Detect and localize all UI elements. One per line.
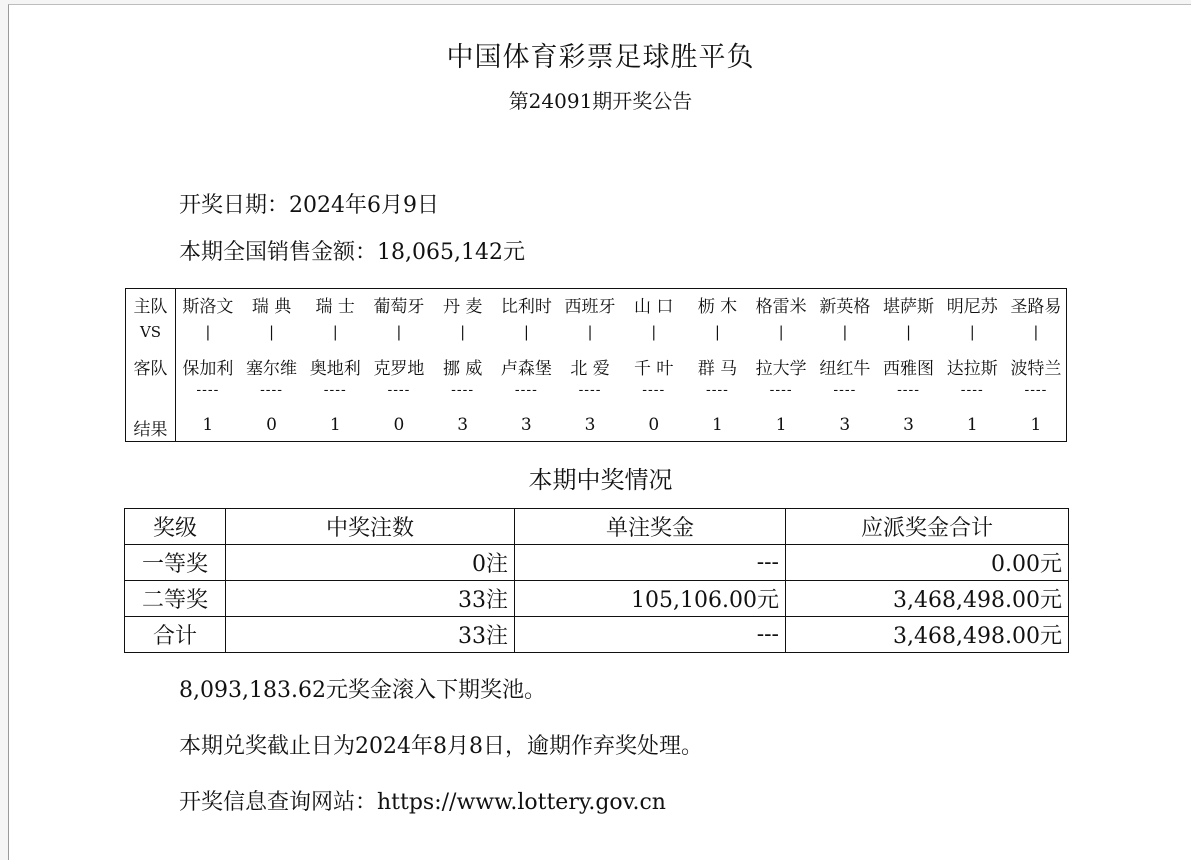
- match-column: [877, 289, 941, 441]
- away-team: 纽红牛: [819, 359, 871, 379]
- home-team: 葡萄牙: [373, 297, 425, 317]
- divider: ----: [387, 382, 411, 398]
- match-result: 3: [839, 415, 851, 435]
- away-team: 群 马: [697, 359, 738, 379]
- header-count: 中奖注数: [226, 509, 515, 545]
- prize-level: 合计: [125, 617, 226, 653]
- total-prize: 3,468,498.00元: [786, 581, 1069, 617]
- home-team: 格雷米: [755, 297, 807, 317]
- match-column: [686, 289, 750, 441]
- divider: ----: [769, 382, 793, 398]
- home-team: 丹 麦: [442, 297, 483, 317]
- home-team: 山 口: [634, 297, 674, 317]
- vs-mark: |: [778, 323, 784, 341]
- home-team: 明尼苏: [946, 297, 998, 317]
- winning-count: 0注: [226, 545, 515, 581]
- deadline-note: 本期兑奖截止日为2024年8月8日，逾期作弃奖处理。: [179, 734, 703, 759]
- divider: ----: [323, 382, 347, 398]
- away-team: 千 叶: [634, 359, 674, 379]
- total-prize: 0.00元: [786, 545, 1069, 581]
- vs-mark: |: [269, 323, 275, 341]
- header-total-prize: 应派奖金合计: [786, 509, 1069, 545]
- header-level: 奖级: [125, 509, 226, 545]
- match-result: 1: [329, 415, 341, 435]
- page-subtitle: 第24091期开奖公告: [508, 89, 693, 113]
- website-note: 开奖信息查询网站：https://www.lottery.gov.cn: [179, 790, 666, 815]
- divider: ----: [196, 382, 220, 398]
- match-result: 0: [393, 415, 405, 435]
- divider: ----: [705, 382, 729, 398]
- home-team: 斯洛文: [182, 297, 234, 317]
- winning-count: 33注: [226, 617, 515, 653]
- unit-prize: ---: [515, 545, 786, 581]
- match-result: 0: [266, 415, 277, 435]
- vs-mark: |: [714, 323, 720, 341]
- divider: ----: [514, 382, 538, 398]
- document-page: [8, 4, 1191, 860]
- match-result: 3: [903, 415, 914, 435]
- home-team: 西班牙: [564, 297, 616, 317]
- match-column: [813, 289, 877, 441]
- away-team-header: 客队: [133, 359, 168, 379]
- match-column: [749, 289, 813, 441]
- draw-date: 开奖日期：2024年6月9日: [179, 193, 439, 218]
- table-row: [125, 545, 1069, 581]
- away-team: 拉大学: [755, 359, 807, 379]
- vs-mark: |: [969, 323, 975, 341]
- match-result: 3: [520, 415, 532, 435]
- away-team: 北 爱: [570, 359, 610, 379]
- match-column: [940, 289, 1004, 441]
- match-table: [125, 288, 1067, 442]
- away-team: 挪 威: [442, 359, 483, 379]
- away-team: 达拉斯: [946, 359, 998, 379]
- divider: ----: [897, 382, 920, 398]
- prize-section-title: 本期中奖情况: [528, 466, 673, 494]
- home-team: 瑞 典: [251, 297, 292, 317]
- match-column: [303, 289, 367, 441]
- match-result: 1: [775, 415, 787, 435]
- prize-table-header-row: [125, 509, 1069, 545]
- vs-mark: |: [587, 323, 593, 341]
- match-result: 3: [584, 415, 596, 435]
- match-result: 1: [966, 415, 978, 435]
- vs-header: VS: [139, 323, 162, 341]
- match-column: [367, 289, 431, 441]
- prize-level: 二等奖: [125, 581, 226, 617]
- match-column: [622, 289, 686, 441]
- vs-mark: |: [842, 323, 848, 341]
- divider: ----: [833, 382, 857, 398]
- match-result: 3: [457, 415, 469, 435]
- vs-mark: |: [396, 323, 402, 341]
- vs-mark: |: [1033, 323, 1039, 341]
- table-row: [125, 617, 1069, 653]
- unit-prize: ---: [515, 617, 786, 653]
- sales-amount: 本期全国销售金额：18,065,142元: [179, 240, 525, 265]
- away-team: 奥地利: [309, 359, 361, 379]
- home-team: 比利时: [500, 297, 552, 317]
- match-column: [495, 289, 559, 441]
- divider: ----: [451, 382, 475, 398]
- divider: ----: [960, 382, 984, 398]
- divider: ----: [1024, 382, 1048, 398]
- total-prize: 3,468,498.00元: [786, 617, 1069, 653]
- rollover-note: 8,093,183.62元奖金滚入下期奖池。: [179, 678, 546, 703]
- match-table-row-headers: [126, 289, 176, 441]
- home-team: 新英格: [819, 297, 871, 317]
- match-column: [558, 289, 622, 441]
- match-column: [240, 289, 304, 441]
- divider: ----: [642, 382, 666, 398]
- vs-mark: |: [332, 323, 338, 341]
- unit-prize: 105,106.00元: [515, 581, 786, 617]
- away-team: 保加利: [182, 359, 234, 379]
- vs-mark: |: [651, 323, 657, 341]
- vs-mark: |: [523, 323, 529, 341]
- home-team: 堪萨斯: [883, 297, 935, 317]
- match-column: [176, 289, 240, 441]
- match-column: [431, 289, 495, 441]
- match-result: 1: [712, 415, 723, 435]
- match-result: 0: [648, 415, 660, 435]
- vs-mark: |: [460, 323, 466, 341]
- vs-mark: |: [205, 323, 211, 341]
- home-team-header: 主队: [133, 297, 168, 317]
- home-team: 枥 木: [697, 297, 738, 317]
- away-team: 波特兰: [1010, 359, 1062, 379]
- away-team: 西雅图: [883, 359, 935, 379]
- divider: ----: [578, 382, 602, 398]
- vs-mark: |: [906, 323, 912, 341]
- prize-level: 一等奖: [125, 545, 226, 581]
- winning-count: 33注: [226, 581, 515, 617]
- away-team: 塞尔维: [246, 359, 298, 379]
- match-result: 1: [202, 415, 214, 435]
- home-team: 瑞 士: [315, 297, 355, 317]
- divider: ----: [260, 382, 283, 398]
- match-column: [1004, 289, 1068, 441]
- home-team: 圣路易: [1010, 297, 1062, 317]
- prize-table: [124, 508, 1069, 653]
- result-header: 结果: [133, 420, 168, 440]
- match-result: 1: [1030, 415, 1042, 435]
- table-row: [125, 581, 1069, 617]
- away-team: 卢森堡: [500, 359, 552, 379]
- header-unit-prize: 单注奖金: [515, 509, 786, 545]
- away-team: 克罗地: [373, 359, 425, 379]
- page-title: 中国体育彩票足球胜平负: [446, 42, 755, 73]
